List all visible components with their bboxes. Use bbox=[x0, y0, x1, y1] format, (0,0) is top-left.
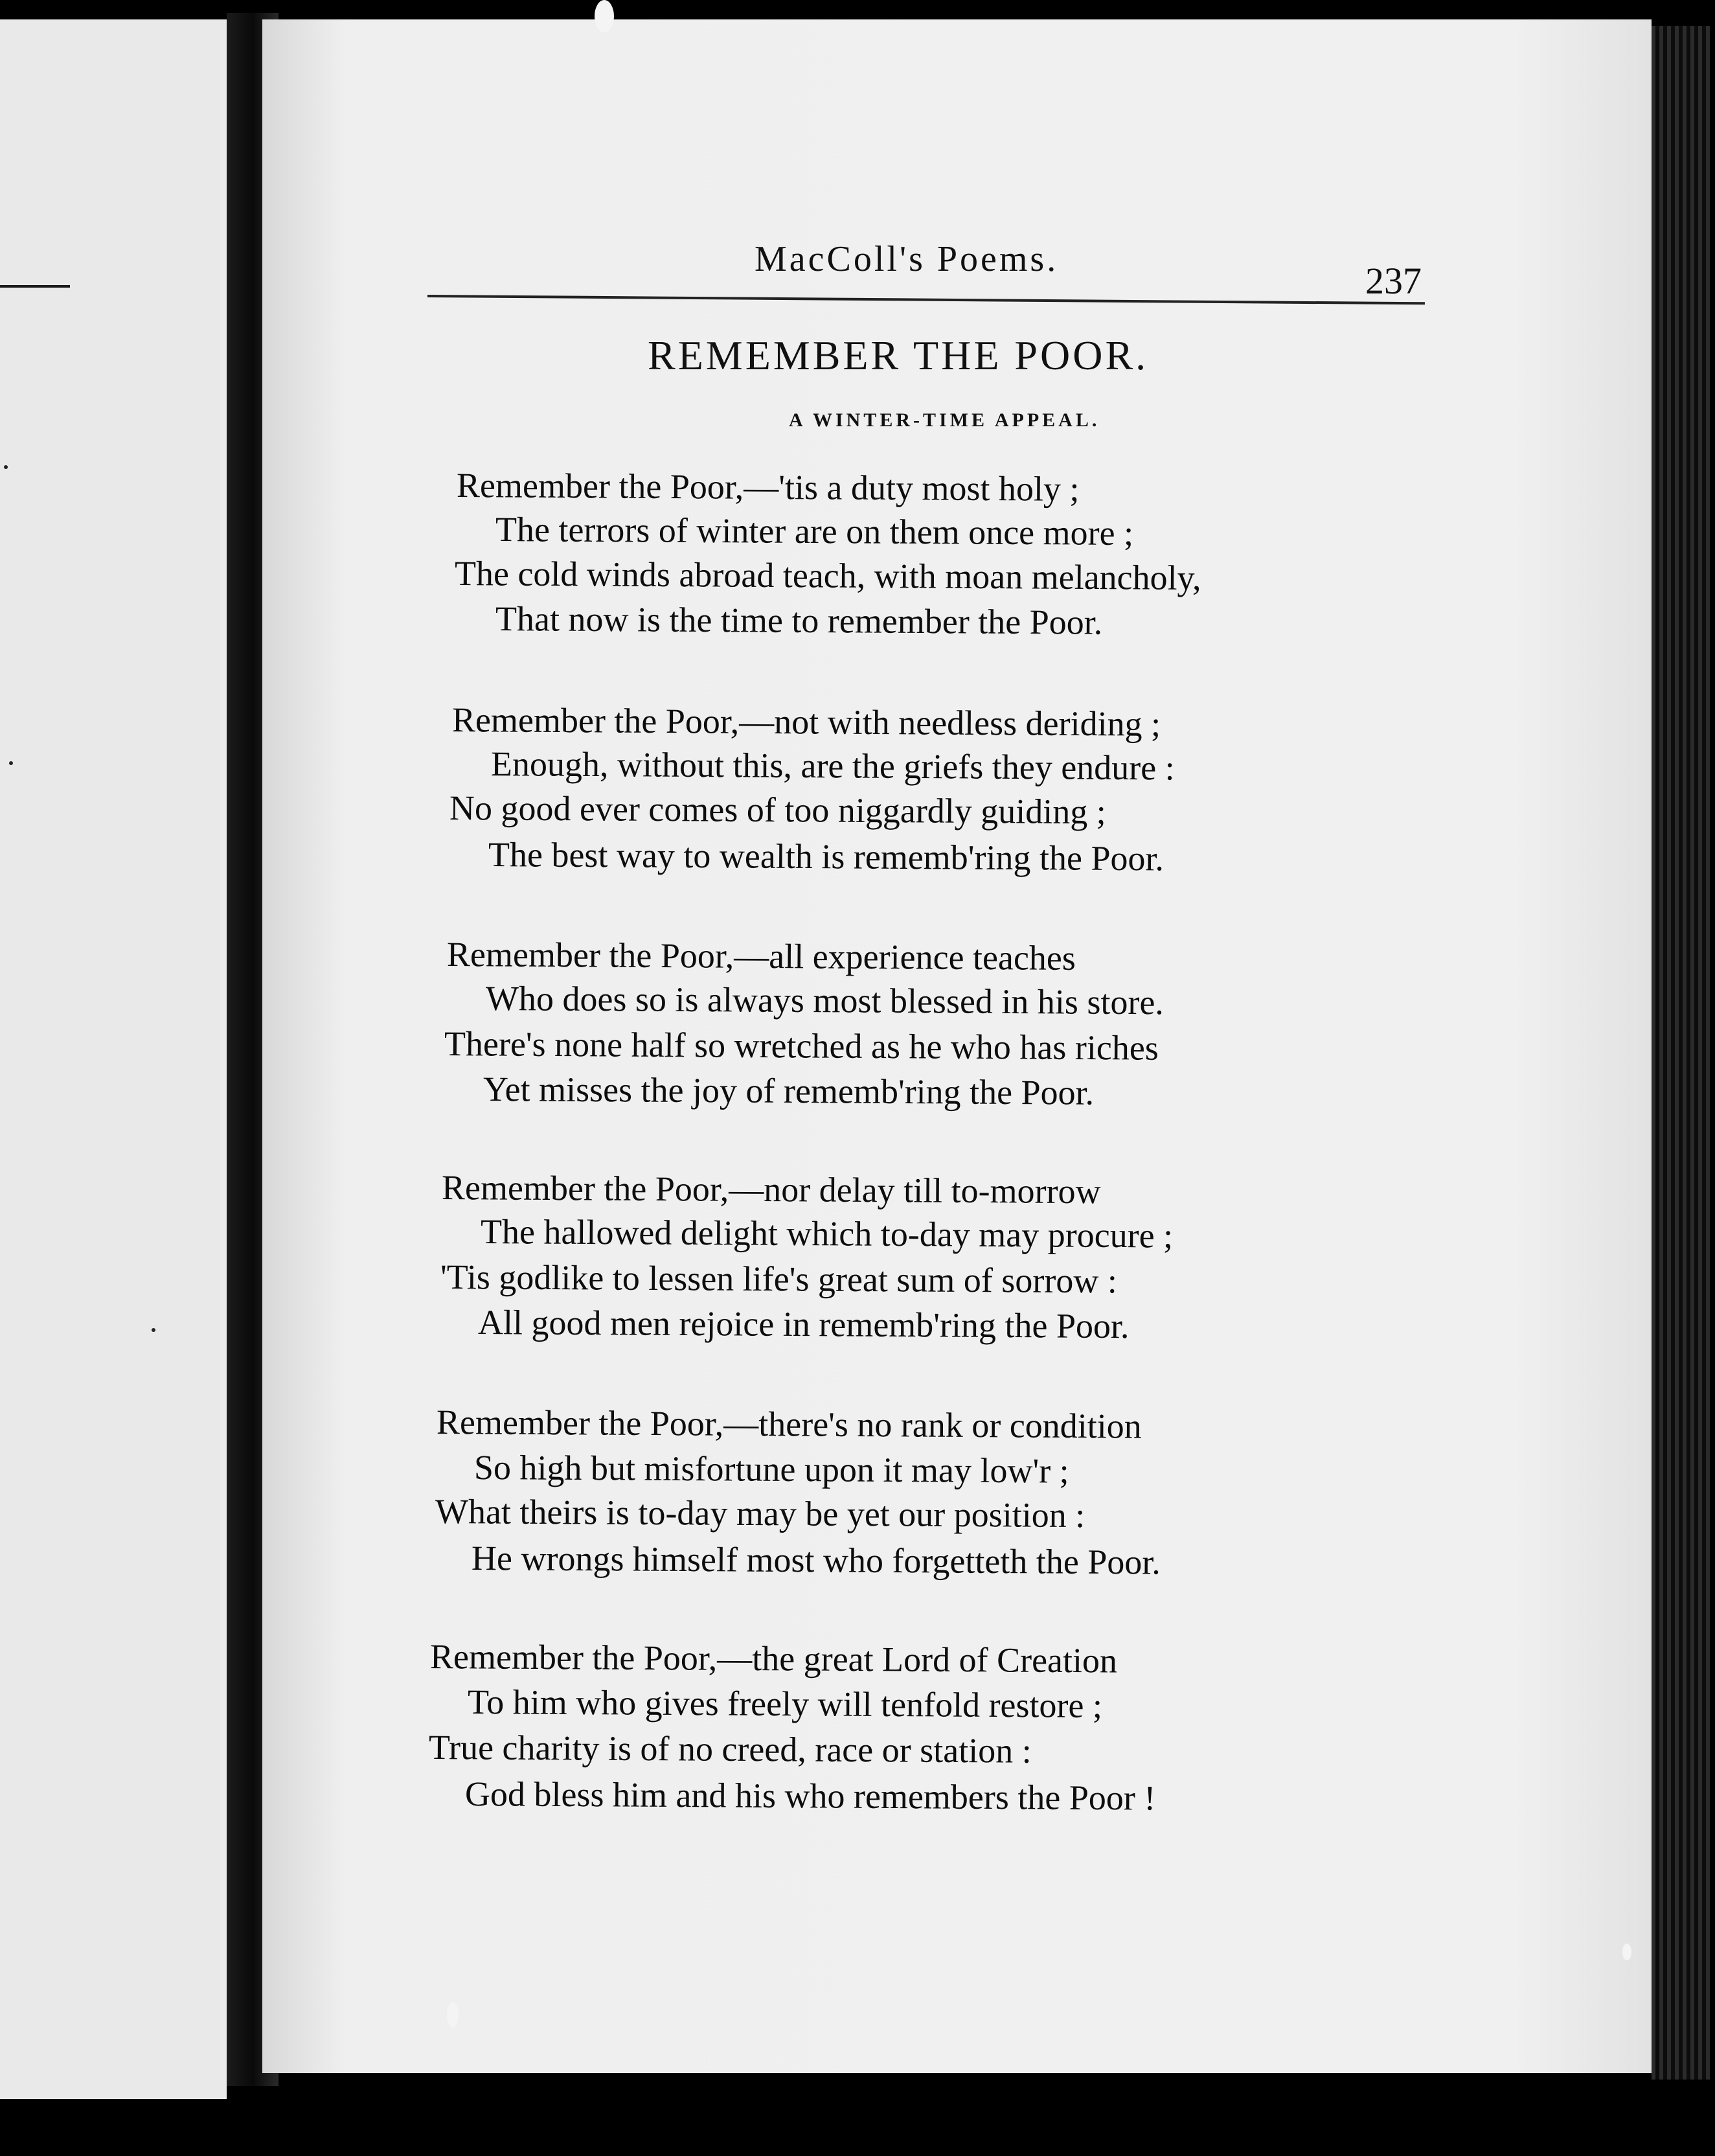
poem-line: All good men rejoice in rememb'ring the Poor. bbox=[477, 1303, 1130, 1346]
running-head: MacColl's Poems. bbox=[755, 239, 1059, 279]
poem-line: Remember the Poor,—there's no rank or condition bbox=[436, 1403, 1142, 1446]
poem-line: So high but misfortune upon it may low'r ; bbox=[473, 1448, 1069, 1491]
poem-line: Enough, without this, are the griefs they endure : bbox=[490, 744, 1175, 788]
poem-line: Who does so is always most blessed in his store. bbox=[485, 979, 1164, 1022]
poem-line: Remember the Poor,—all experience teaches bbox=[446, 935, 1076, 978]
poem-title: REMEMBER THE POOR. bbox=[648, 332, 1149, 378]
scan-speck bbox=[1622, 1944, 1631, 1960]
poem-line: God bless him and his who remembers the Poor ! bbox=[464, 1774, 1156, 1818]
scan-speck bbox=[447, 2002, 459, 2028]
poem-line: Yet misses the joy of rememb'ring the Poor. bbox=[483, 1070, 1095, 1112]
page-number: 237 bbox=[1365, 260, 1422, 302]
poem-line: What theirs is to-day may be yet our position : bbox=[435, 1492, 1085, 1535]
poem-line: Remember the Poor,—not with needless deriding ; bbox=[451, 700, 1161, 744]
poem-line: To him who gives freely will tenfold restore ; bbox=[467, 1682, 1103, 1725]
poem-line: 'Tis godlike to lessen life's great sum of sorrow : bbox=[440, 1257, 1118, 1301]
poem-line: There's none half so wretched as he who has riches bbox=[444, 1024, 1159, 1068]
poem-line: The terrors of winter are on them once more ; bbox=[495, 510, 1134, 553]
poem-line: He wrongs himself most who forgetteth the Poor. bbox=[471, 1539, 1161, 1582]
poem-line: Remember the Poor,—the great Lord of Creation bbox=[429, 1637, 1118, 1680]
poem-line: That now is the time to remember the Poor. bbox=[495, 599, 1103, 642]
poem-line: True charity is of no creed, race or station : bbox=[428, 1728, 1032, 1771]
poem-line: The hallowed delight which to-day may procure ; bbox=[480, 1212, 1174, 1256]
poem-line: No good ever comes of too niggardly guiding ; bbox=[449, 788, 1106, 832]
poem-line: Remember the Poor,—nor delay till to-morrow bbox=[441, 1168, 1101, 1211]
scan-speck bbox=[595, 0, 614, 32]
poem-line: The best way to wealth is rememb'ring the Poor. bbox=[488, 835, 1164, 878]
poem-line: Remember the Poor,—'tis a duty most holy ; bbox=[456, 466, 1080, 509]
poem-subtitle: A WINTER-TIME APPEAL. bbox=[789, 409, 1100, 431]
poem-line: The cold winds abroad teach, with moan melancholy, bbox=[454, 554, 1201, 598]
